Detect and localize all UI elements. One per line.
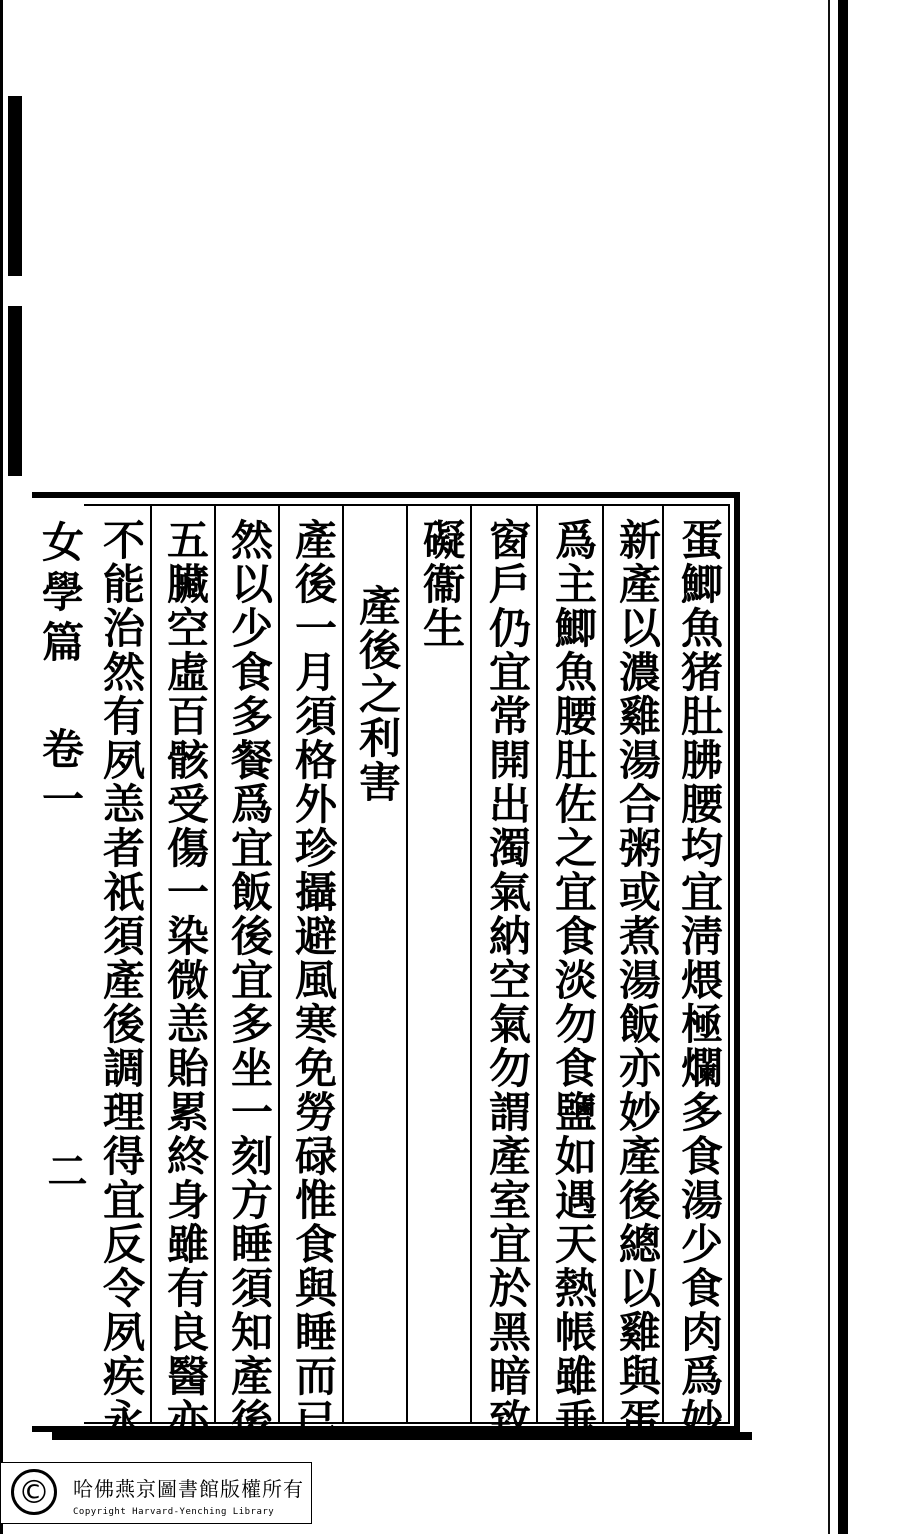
copyright-icon: ©: [11, 1469, 57, 1515]
column-rule: [150, 506, 152, 1424]
text-column-2: 新產以濃雞湯合粥或煮湯飯亦妙產後總以雞與蛋: [613, 518, 662, 1442]
text-column-7: 然以少食多餐爲宜飯後宜多坐一刻方睡須知產後: [225, 518, 274, 1442]
page-edge-mark: [8, 306, 22, 476]
column-rule: [214, 506, 216, 1424]
page-number: 二: [41, 1150, 88, 1190]
page-edge-right-thin: [828, 0, 830, 1534]
section-heading: 產後之利害: [353, 584, 402, 804]
page-edge-left: [0, 0, 3, 1534]
text-column-5: 礙衞生: [417, 518, 466, 650]
column-rule: [278, 506, 280, 1424]
book-title: 女學篇 卷一: [36, 520, 85, 827]
text-column-4: 窗戶仍宜常開出濁氣納空氣勿謂產室宜於黑暗致: [483, 518, 532, 1442]
column-rule: [470, 506, 472, 1424]
column-rule: [536, 506, 538, 1424]
copyright-chinese: 哈佛燕京圖書館版權所有: [73, 1477, 304, 1501]
text-column-9: 不能治然有夙恙者祇須產後調理得宜反令夙疾永: [97, 518, 146, 1442]
column-rule: [342, 506, 344, 1424]
text-column-8: 五臟空虛百骸受傷一染微恙貽累終身雖有良醫亦: [161, 518, 210, 1442]
page-edge-right: [838, 0, 848, 1534]
copyright-stamp: [0, 1462, 312, 1524]
text-column-1: 蛋鯽魚猪肚胇腰均宜淸煨極爛多食湯少食肉爲妙: [675, 518, 724, 1442]
text-column-6: 產後一月須格外珍攝避風寒免勞碌惟食與睡而已: [289, 518, 338, 1442]
copyright-english: Copyright Harvard-Yenching Library: [73, 1507, 275, 1517]
column-rule: [602, 506, 604, 1424]
page-edge-mark: [8, 96, 22, 276]
text-column-3: 爲主鯽魚腰肚佐之宜食淡勿食鹽如遇天熱帳雖垂: [549, 518, 598, 1442]
column-rule: [406, 506, 408, 1424]
